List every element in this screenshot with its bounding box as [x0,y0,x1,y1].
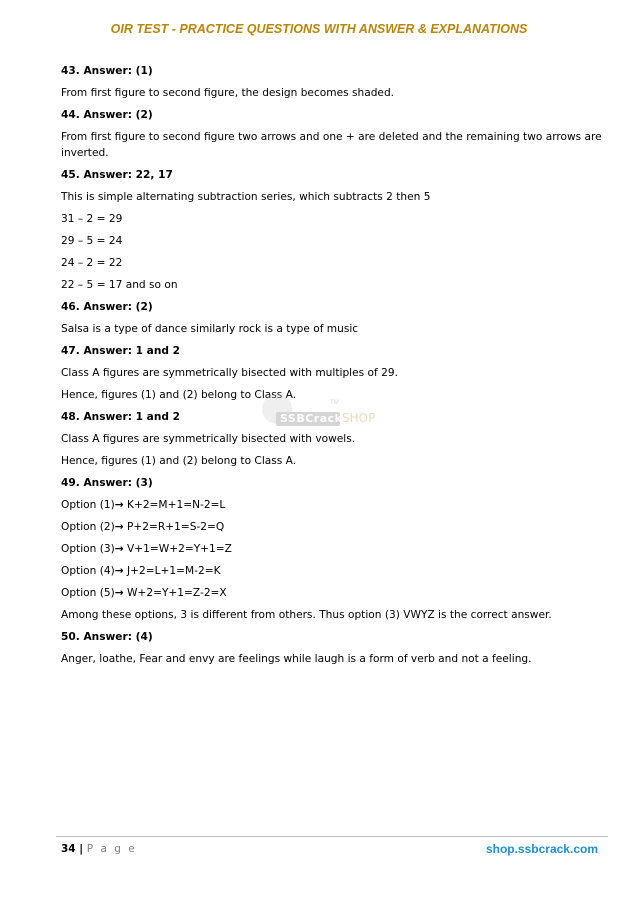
answer-heading: 46. Answer: (2) [61,301,153,313]
option-expression: P+2=R+1=S-2=Q [123,521,225,533]
option-label: Option (2) [61,521,115,533]
ssbcrack-watermark-logo [262,392,382,438]
page-header-title: OIR TEST - PRACTICE QUESTIONS WITH ANSWER & EXPLANATIONS [110,22,528,36]
watermark-trademark: TM [330,400,339,406]
option-label: Option (1) [61,499,115,511]
explanation-text: This is simple alternating subtraction series, which subtracts 2 then 5 [61,191,431,203]
explanation-text: Class A figures are symmetrically bisected with multiples of 29. [61,367,398,379]
answer-heading: 50. Answer: (4) [61,631,153,643]
answer-heading: 48. Answer: 1 and 2 [61,411,181,423]
arrow-icon: → [114,521,124,533]
arrow-icon: → [114,587,124,599]
option-expression: W+2=Y+1=Z-2=X [123,587,227,599]
option-expression: V+1=W+2=Y+1=Z [123,543,232,555]
option-line [61,497,609,513]
arrow-icon: → [114,543,124,555]
page-separator: | [75,843,87,855]
answer-heading: 45. Answer: 22, 17 [61,169,173,181]
explanation-text: Among these options, 3 is different from others. Thus option (3) VWYZ is the correct answer. [61,609,552,621]
option-line [61,541,609,557]
watermark-shop: SHOP [342,411,376,425]
footer-divider [56,836,608,837]
watermark-brand: SSBCrack [280,412,343,425]
arrow-icon: → [114,565,124,577]
explanation-text: Class A figures are symmetrically bisected with vowels. [61,433,356,445]
explanation-text: Anger, loathe, Fear and envy are feelings while laugh is a form of verb and not a feeling. [61,653,532,665]
explanation-text: Salsa is a type of dance similarly rock is a type of music [61,323,359,335]
explanation-text: Hence, figures (1) and (2) belong to Class A. [61,389,297,401]
option-expression: K+2=M+1=N-2=L [123,499,226,511]
option-label: Option (5) [61,587,115,599]
explanation-text: 31 – 2 = 29 [61,213,123,225]
answer-heading: 47. Answer: 1 and 2 [61,345,181,357]
option-line [61,563,609,579]
answer-heading: 44. Answer: (2) [61,109,153,121]
option-line [61,585,609,601]
explanation-text: 22 – 5 = 17 and so on [61,279,178,291]
answer-content [61,63,609,673]
explanation-text: Hence, figures (1) and (2) belong to Class A. [61,455,297,467]
explanation-text: From first figure to second figure, the design becomes shaded. [61,87,395,99]
option-line [61,519,609,535]
site-link[interactable]: shop.ssbcrack.com [485,842,598,856]
answer-heading: 49. Answer: (3) [61,477,153,489]
explanation-text: 29 – 5 = 24 [61,235,123,247]
explanation-text: 24 – 2 = 22 [61,257,123,269]
page-number-footer [61,843,137,855]
option-label: Option (3) [61,543,115,555]
answer-heading: 43. Answer: (1) [61,65,153,77]
arrow-icon: → [114,499,124,511]
page-number: 34 [61,843,76,855]
option-label: Option (4) [61,565,115,577]
page-label: P a g e [86,843,137,855]
option-expression: J+2=L+1=M-2=K [123,565,221,577]
explanation-text: From first figure to second figure two arrows and one + are deleted and the remaining two arrows are inverted. [61,131,602,159]
